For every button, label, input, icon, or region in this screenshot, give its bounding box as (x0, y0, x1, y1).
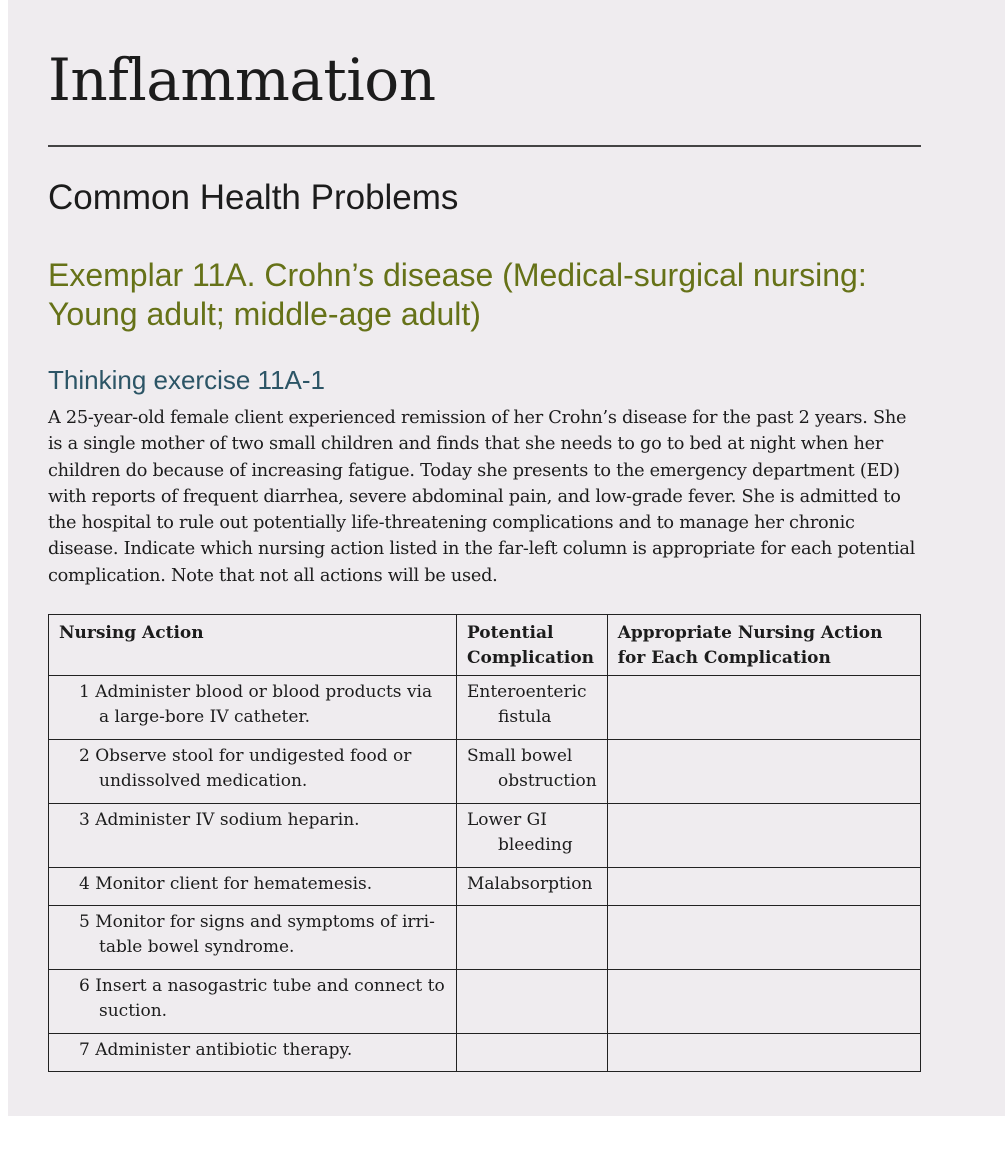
answer-cell[interactable] (607, 740, 920, 804)
answer-cell[interactable] (607, 804, 920, 868)
table-header-row (49, 615, 921, 676)
nursing-action-cell (49, 1034, 457, 1072)
matching-table (48, 614, 921, 1072)
nursing-action-cell (49, 676, 457, 740)
title-divider (48, 145, 921, 147)
table-row (49, 740, 921, 804)
table-row (49, 906, 921, 970)
section-heading: Common Health Problems (48, 178, 459, 217)
nursing-action-cell (49, 804, 457, 868)
complication-cell (456, 970, 607, 1034)
complication-3: Lower GI bleeding (466, 810, 573, 855)
table-row (49, 868, 921, 906)
complication-cell (456, 676, 607, 740)
nursing-action-cell (49, 740, 457, 804)
header-potential-complication: Potential Complication (456, 615, 607, 676)
nursing-action-cell (49, 970, 457, 1034)
nursing-action-cell (49, 868, 457, 906)
exercise-description: A 25-year-old female client experienced remission of her Crohn’s disease for the past 2 years. She is a single mother of two small children and finds that she needs to go to bed at night when her children do because of increasing fatigue. Today she presents to the emergency department (ED) with reports of frequent diarrhea, severe abdominal pain, and low-grade fever. She is admitted to the hospital to rule out potentially life-threatening complications and to manage her chronic disease. Indicate which nursing action listed in the far-left column is appropriate for each potential complication. Note that not all actions will be used. (48, 408, 916, 586)
nursing-action-4: 4 Monitor client for hematemesis. (79, 874, 373, 894)
answer-cell[interactable] (607, 868, 920, 906)
nursing-action-5: 5 Monitor for signs and symptoms of irri-table bowel syndrome. (79, 912, 435, 957)
complication-2: Small bowel obstruction (466, 746, 597, 791)
complication-cell (456, 906, 607, 970)
nursing-action-cell (49, 906, 457, 970)
complication-cell (456, 804, 607, 868)
answer-cell[interactable] (607, 906, 920, 970)
answer-cell[interactable] (607, 1034, 920, 1072)
complication-1: Enteroenteric fistula (466, 682, 587, 727)
answer-cell[interactable] (607, 676, 920, 740)
complication-cell (456, 740, 607, 804)
complication-4: Malabsorption (466, 874, 593, 894)
complication-cell (456, 1034, 607, 1072)
nursing-action-2: 2 Observe stool for undigested food or undissolved medication. (79, 746, 412, 791)
header-nursing-action: Nursing Action (49, 615, 457, 676)
complication-cell (456, 868, 607, 906)
document-page (8, 0, 1005, 1116)
header-appropriate-action: Appropriate Nursing Action for Each Complication (607, 615, 920, 676)
nursing-action-6: 6 Insert a nasogastric tube and connect to suction. (79, 976, 445, 1021)
table-row (49, 804, 921, 868)
page-title: Inflammation (48, 46, 436, 114)
answer-cell[interactable] (607, 970, 920, 1034)
nursing-action-3: 3 Administer IV sodium heparin. (79, 810, 360, 830)
exemplar-heading: Exemplar 11A. Crohn’s disease (Medical-surgical nursing: Young adult; middle-age adult) (48, 257, 867, 332)
table-row (49, 676, 921, 740)
exercise-heading: Thinking exercise 11A-1 (48, 365, 325, 395)
table-row (49, 970, 921, 1034)
nursing-action-7: 7 Administer antibiotic therapy. (79, 1040, 353, 1060)
table-row (49, 1034, 921, 1072)
nursing-action-1: 1 Administer blood or blood products via a large-bore IV catheter. (79, 682, 433, 727)
